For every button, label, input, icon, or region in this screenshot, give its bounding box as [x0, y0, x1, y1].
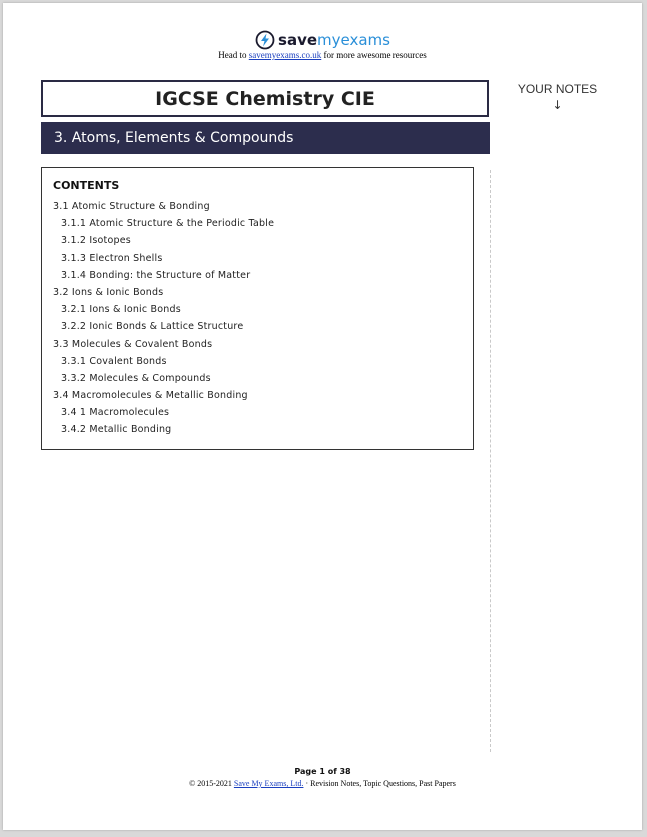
contents-item[interactable]: 3.4 1 Macromolecules	[61, 407, 170, 419]
topic-banner	[41, 122, 490, 154]
contents-item[interactable]: 3.4.2 Metallic Bonding	[61, 424, 172, 436]
tagline-suffix: for more awesome resources	[321, 50, 427, 60]
contents-item[interactable]: 3.4 Macromolecules & Metallic Bonding	[53, 390, 248, 402]
contents-heading: CONTENTS	[53, 179, 120, 192]
tagline-prefix: Head to	[218, 50, 249, 60]
contents-item[interactable]: 3.3.1 Covalent Bonds	[61, 355, 167, 367]
contents-item[interactable]: 3.1.3 Electron Shells	[61, 252, 163, 264]
contents-list	[53, 198, 274, 439]
contents-box	[41, 167, 474, 450]
contents-item[interactable]: 3.2 Ions & Ionic Bonds	[53, 286, 164, 298]
contents-item[interactable]: 3.3 Molecules & Covalent Bonds	[53, 338, 213, 350]
page-number: Page 1 of 38	[294, 767, 351, 776]
document-title-box	[41, 80, 489, 117]
contents-item[interactable]: 3.2.2 Ionic Bonds & Lattice Structure	[61, 321, 244, 333]
your-notes-label: YOUR NOTES	[517, 82, 598, 96]
footer-copyright	[0, 779, 645, 788]
arrow-down-icon: ↓	[552, 98, 563, 112]
lightning-bolt-icon	[255, 30, 275, 50]
logo-myexams-text: myexams	[317, 31, 390, 49]
copyright-prefix: © 2015-2021	[189, 779, 234, 788]
header-tagline	[0, 50, 645, 60]
topic-title: 3. Atoms, Elements & Compounds	[54, 130, 294, 146]
notes-divider	[490, 170, 491, 752]
logo	[0, 30, 645, 50]
contents-item[interactable]: 3.1.1 Atomic Structure & the Periodic Table	[61, 218, 275, 230]
contents-item[interactable]: 3.1.4 Bonding: the Structure of Matter	[61, 269, 251, 281]
contents-item[interactable]: 3.3.2 Molecules & Compounds	[61, 372, 211, 384]
document-title: IGCSE Chemistry CIE	[155, 87, 375, 110]
contents-item[interactable]: 3.2.1 Ions & Ionic Bonds	[61, 304, 181, 316]
company-link[interactable]: Save My Exams, Ltd.	[233, 779, 304, 788]
copyright-suffix: · Revision Notes, Topic Questions, Past Papers	[303, 779, 456, 788]
website-link[interactable]: savemyexams.co.uk	[248, 50, 322, 60]
logo-save-text: save	[278, 31, 318, 49]
contents-item[interactable]: 3.1.2 Isotopes	[61, 235, 131, 247]
contents-item[interactable]: 3.1 Atomic Structure & Bonding	[53, 201, 210, 212]
